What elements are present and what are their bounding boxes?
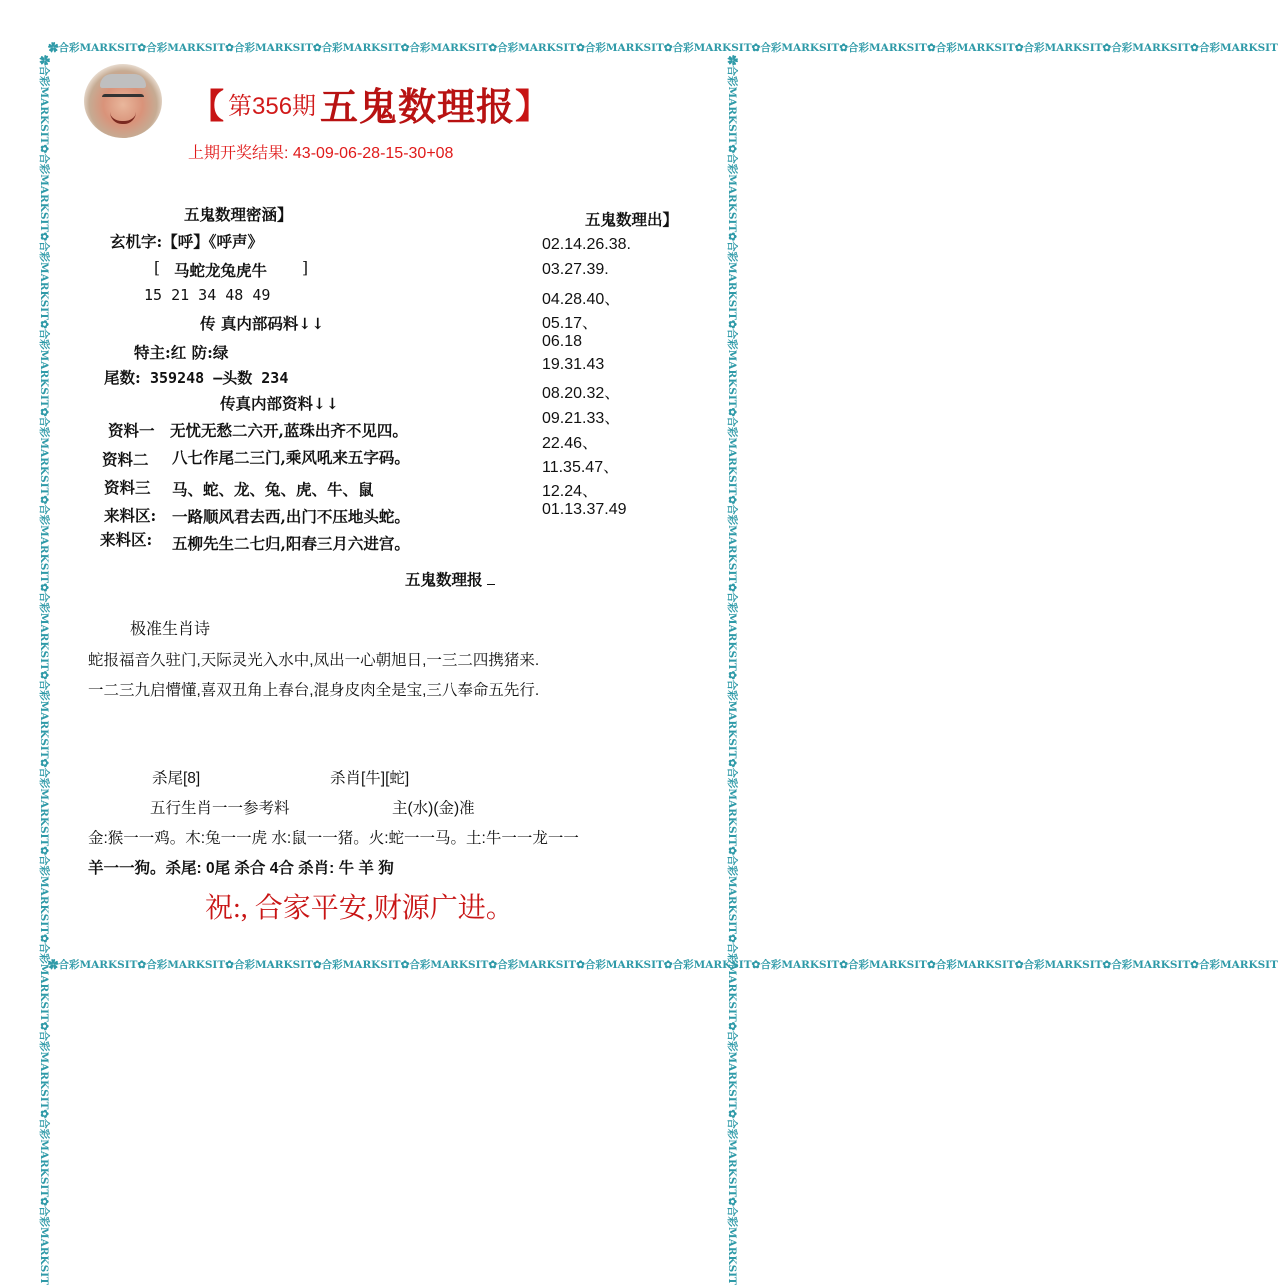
number-row-1: 02.14.26.38. xyxy=(542,236,631,253)
special-color: 特主:红 防:绿 xyxy=(134,343,229,362)
material-label-5: 来料区: xyxy=(100,530,153,549)
main-elements: 主(水)(金)准 xyxy=(392,800,475,817)
material-text-1: 无忧无愁二六开,蓝珠出齐不见四。 xyxy=(170,421,408,440)
number-row-6: 19.31.43 xyxy=(542,356,605,373)
page-title xyxy=(190,76,550,129)
avatar-glasses xyxy=(102,94,144,107)
number-row-5: 06.18 xyxy=(542,333,583,350)
five-elements-title: 五行生肖一一参考料 xyxy=(150,800,290,817)
number-row-11: 12.24、 xyxy=(542,483,599,500)
avatar-smile xyxy=(110,112,136,124)
number-row-3: 04.28.40、 xyxy=(542,291,621,308)
material-text-2: 八七作尾二三门,乘风吼来五字码。 xyxy=(172,448,410,467)
poem-line-2: 一二三九启懵懂,喜双丑角上春台,混身皮肉全是宝,三八奉命五先行. xyxy=(88,682,540,699)
left-section-title: 五鬼数理密涵】 xyxy=(184,205,293,224)
border-watermark-bottom: ✿合彩MARKSIT✿合彩MARKSIT✿合彩MARKSIT✿合彩MARKSIT✿合彩MARKSIT✿合彩MARKSIT✿合彩MARKSIT✿合彩MARKSIT✿合彩MARKSIT✿合彩MARKSIT✿合彩MARKSIT✿合彩MARKSIT✿合彩MARKSIT✿合彩MARKSIT xyxy=(48,959,1278,971)
author-avatar xyxy=(84,64,162,138)
material-label-1: 资料一 xyxy=(108,421,155,440)
zodiac-list: 马蛇龙兔虎牛 xyxy=(174,261,268,280)
fax-code-title: 传 真内部码料↓↓ xyxy=(200,314,325,333)
number-row-4: 05.17、 xyxy=(542,315,599,332)
material-text-3: 马、蛇、龙、兔、虎、牛、鼠 xyxy=(172,480,374,499)
material-label-3: 资料三 xyxy=(104,478,151,497)
mystery-word: 玄机字:【呼】《呼声》 xyxy=(110,232,263,251)
right-section-title: 五鬼数理出】 xyxy=(585,210,679,229)
avatar-hair xyxy=(100,74,146,88)
fax-data-title: 传真内部资料↓↓ xyxy=(220,394,339,413)
number-row-10: 11.35.47、 xyxy=(542,459,620,476)
number-row-2: 03.27.39. xyxy=(542,261,609,278)
paper-title: 五鬼数理报 xyxy=(320,84,516,129)
material-label-4: 来料区: xyxy=(104,506,157,525)
last-draw-result: 上期开奖结果: 43-09-06-28-15-30+08 xyxy=(188,145,454,162)
pick-numbers: 15 21 34 48 49 xyxy=(144,286,271,304)
border-watermark-right: ✿合彩MARKSIT✿合彩MARKSIT✿合彩MARKSIT✿合彩MARKSIT✿合彩MARKSIT✿合彩MARKSIT✿合彩MARKSIT✿合彩MARKSIT✿合彩MARKSIT✿合彩MARKSIT✿合彩MARKSIT✿合彩MARKSIT✿合彩MARKSIT✿合彩MARKSIT xyxy=(726,55,738,1285)
border-watermark-left: ✿合彩MARKSIT✿合彩MARKSIT✿合彩MARKSIT✿合彩MARKSIT✿合彩MARKSIT✿合彩MARKSIT✿合彩MARKSIT✿合彩MARKSIT✿合彩MARKSIT✿合彩MARKSIT✿合彩MARKSIT✿合彩MARKSIT✿合彩MARKSIT✿合彩MARKSIT xyxy=(38,55,50,1285)
kill-zodiac: 杀肖[牛][蛇] xyxy=(330,770,410,787)
blessing: 祝:, 合家平安,财源广进。 xyxy=(205,893,514,924)
material-text-4: 一路顺风君去西,出门不压地头蛇。 xyxy=(172,507,410,526)
number-row-7: 08.20.32、 xyxy=(542,385,621,402)
issue-number: 第356期 xyxy=(228,93,317,120)
tail-value: 359248 —头数 234 xyxy=(150,369,289,387)
poem-line-1: 蛇报福音久驻门,天际灵光入水中,凤出一心朝旭日,一三二四携猪来. xyxy=(88,652,540,669)
zodiac-bracket-close: ] xyxy=(302,259,309,277)
zodiac-bracket-open: [ xyxy=(154,259,161,277)
border-watermark-top: ✿合彩MARKSIT✿合彩MARKSIT✿合彩MARKSIT✿合彩MARKSIT✿合彩MARKSIT✿合彩MARKSIT✿合彩MARKSIT✿合彩MARKSIT✿合彩MARKSIT✿合彩MARKSIT✿合彩MARKSIT✿合彩MARKSIT✿合彩MARKSIT✿合彩MARKSIT xyxy=(48,42,1278,54)
tail-label: 尾数: xyxy=(104,368,141,387)
elements-line: 金:猴一一鸡。木:兔一一虎 水:鼠一一猪。火:蛇一一马。土:牛一一龙一一 xyxy=(88,830,579,847)
poem-title: 极准生肖诗 xyxy=(130,621,211,638)
material-text-5: 五柳先生二七归,阳春三月六进宫。 xyxy=(172,534,410,553)
material-label-2: 资料二 xyxy=(102,450,149,469)
title-bracket-close: 】 xyxy=(515,87,550,127)
number-row-9: 22.46、 xyxy=(542,435,599,452)
title-bracket-open: 【 xyxy=(190,87,224,127)
number-row-12: 01.13.37.49 xyxy=(542,501,627,518)
footer-title: 五鬼数理报 xyxy=(405,568,495,590)
underline-mark xyxy=(487,570,495,585)
kill-summary-line: 羊一一狗。杀尾: 0尾 杀合 4合 杀肖: 牛 羊 狗 xyxy=(88,860,394,877)
kill-tail: 杀尾[8] xyxy=(152,770,201,787)
number-row-8: 09.21.33、 xyxy=(542,410,621,427)
